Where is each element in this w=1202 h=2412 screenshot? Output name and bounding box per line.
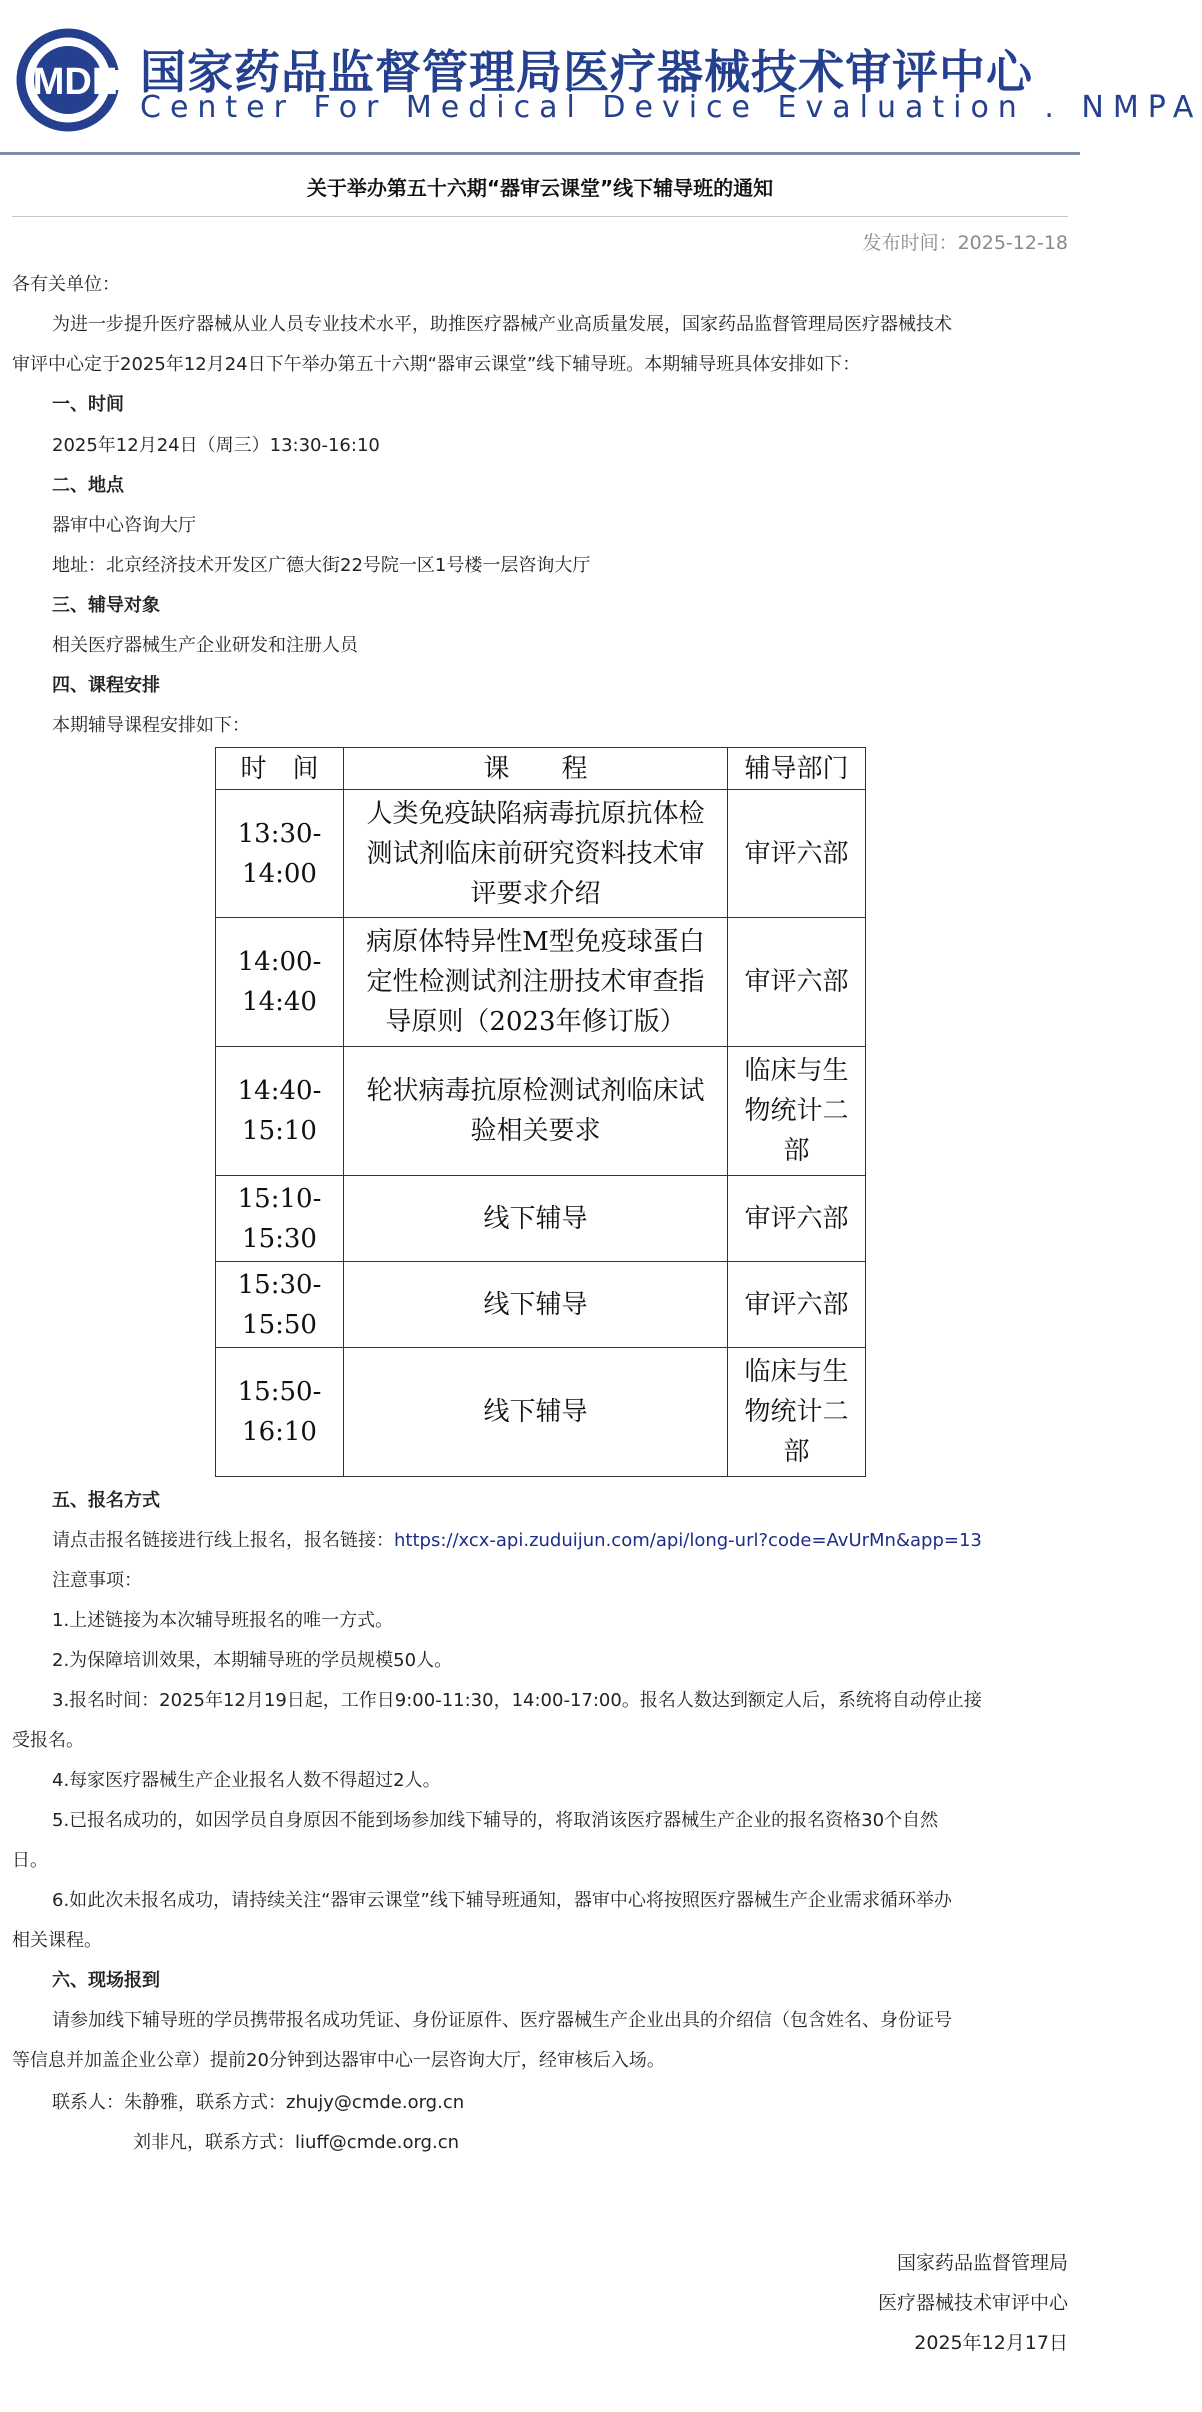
registration-link-prefix: 请点击报名链接进行线上报名，报名链接： [52, 1530, 394, 1551]
registration-link-line [52, 1528, 982, 1554]
header-time: 时 间 [216, 748, 344, 790]
department-cell: 审评六部 [728, 790, 866, 918]
contact-1: 联系人：朱静雅，联系方式：zhujy@cmde.org.cn [52, 2092, 465, 2113]
table-row [216, 1176, 866, 1262]
contact-2: 刘非凡，联系方式：liuff@cmde.org.cn [133, 2132, 460, 2153]
header-course: 课 程 [344, 748, 728, 790]
time-cell: 13:30- 14:00 [216, 790, 344, 918]
section-registration-heading: 五、报名方式 [52, 1490, 160, 1511]
department-cell: 审评六部 [728, 1262, 866, 1348]
department-cell: 临床与生 物统计二 部 [728, 1047, 866, 1176]
section-onsite-heading: 六、现场报到 [52, 1970, 160, 1991]
audience-text: 相关医疗器械生产企业研发和注册人员 [52, 635, 358, 656]
location-address: 地址：北京经济技术开发区广德大街22号院一区1号楼一层咨询大厅 [52, 555, 591, 576]
header-department: 辅导部门 [728, 748, 866, 790]
time-cell: 15:10- 15:30 [216, 1176, 344, 1262]
course-cell: 线下辅导 [344, 1348, 728, 1477]
mde-logo-icon [12, 30, 130, 130]
department-cell: 临床与生 物统计二 部 [728, 1348, 866, 1477]
section-audience-heading: 三、辅导对象 [52, 595, 160, 616]
course-cell: 病原体特异性M型免疫球蛋白 定性检测试剂注册技术审查指 导原则（2023年修订版） [344, 918, 728, 1047]
courses-intro: 本期辅导课程安排如下： [52, 715, 250, 736]
time-cell: 15:30- 15:50 [216, 1262, 344, 1348]
note-1: 1.上述链接为本次辅导班报名的唯一方式。 [52, 1610, 394, 1631]
table-row [216, 1047, 866, 1176]
note-3-line1: 3.报名时间：2025年12月19日起，工作日9:00-11:30，14:00-17:00。报名人数达到额定人后，系统将自动停止接 [52, 1690, 982, 1711]
signature-org-line2: 医疗器械技术审评中心 [877, 2292, 1068, 2314]
time-cell: 14:40- 15:10 [216, 1047, 344, 1176]
section-courses-heading: 四、课程安排 [52, 675, 160, 696]
onsite-text-line1: 请参加线下辅导班的学员携带报名成功凭证、身份证原件、医疗器械生产企业出具的介绍信（包含姓名、身份证号 [52, 2010, 952, 2031]
intro-paragraph-line2: 审评中心定于2025年12月24日下午举办第五十六期“器审云课堂”线下辅导班。本期辅导班具体安排如下： [12, 354, 861, 375]
table-row [216, 1348, 866, 1477]
time-cell: 14:00- 14:40 [216, 918, 344, 1047]
header-divider [0, 152, 1080, 155]
note-6-line1: 6.如此次未报名成功，请持续关注“器审云课堂”线下辅导班通知，器审中心将按照医疗器械生产企业需求循环举办 [52, 1890, 952, 1911]
location-name: 器审中心咨询大厅 [52, 515, 196, 536]
note-3-line2: 受报名。 [12, 1730, 84, 1751]
notice-title: 关于举办第五十六期“器审云课堂”线下辅导班的通知 [306, 176, 774, 200]
onsite-text-line2: 等信息并加盖企业公章）提前20分钟到达器审中心一层咨询大厅，经审核后入场。 [12, 2050, 665, 2071]
time-cell: 15:50- 16:10 [216, 1348, 344, 1477]
department-cell: 审评六部 [728, 1176, 866, 1262]
org-name-en: Center For Medical Device Evaluation . NMPA [140, 90, 1202, 125]
table-header-row [216, 748, 866, 790]
table-row [216, 918, 866, 1047]
signature-org-line1: 国家药品监督管理局 [896, 2252, 1068, 2274]
intro-paragraph-line1: 为进一步提升医疗器械从业人员专业技术水平，助推医疗器械产业高质量发展，国家药品监督管理局医疗器械技术 [52, 314, 952, 335]
salutation: 各有关单位： [12, 274, 120, 295]
org-name-cn: 国家药品监督管理局医疗器械技术审评中心 [140, 45, 1033, 99]
course-schedule-table [215, 747, 866, 1477]
note-4: 4.每家医疗器械生产企业报名人数不得超过2人。 [52, 1770, 441, 1791]
course-cell: 线下辅导 [344, 1262, 728, 1348]
registration-link[interactable]: https://xcx-api.zuduijun.com/api/long-url?code=AvUrMn&app=13 [394, 1530, 982, 1551]
title-divider [12, 216, 1068, 217]
logo-text: MDE [32, 61, 118, 103]
note-5-line1: 5.已报名成功的，如因学员自身原因不能到场参加线下辅导的，将取消该医疗器械生产企业的报名资格30个自然 [52, 1810, 939, 1831]
notes-title: 注意事项： [52, 1570, 142, 1591]
section-time-text: 2025年12月24日（周三）13:30-16:10 [52, 435, 380, 456]
note-2: 2.为保障培训效果，本期辅导班的学员规模50人。 [52, 1650, 453, 1671]
department-cell: 审评六部 [728, 918, 866, 1047]
site-header [0, 0, 1202, 150]
table-row [216, 790, 866, 918]
publish-date: 发布时间：2025-12-18 [862, 232, 1068, 254]
section-time-heading: 一、时间 [52, 394, 124, 415]
course-cell: 轮状病毒抗原检测试剂临床试 验相关要求 [344, 1047, 728, 1176]
note-6-line2: 相关课程。 [12, 1930, 102, 1951]
signature-date: 2025年12月17日 [914, 2332, 1068, 2354]
section-location-heading: 二、地点 [52, 475, 124, 496]
course-cell: 人类免疫缺陷病毒抗原抗体检 测试剂临床前研究资料技术审 评要求介绍 [344, 790, 728, 918]
note-5-line2: 日。 [12, 1850, 48, 1871]
table-row [216, 1262, 866, 1348]
course-cell: 线下辅导 [344, 1176, 728, 1262]
